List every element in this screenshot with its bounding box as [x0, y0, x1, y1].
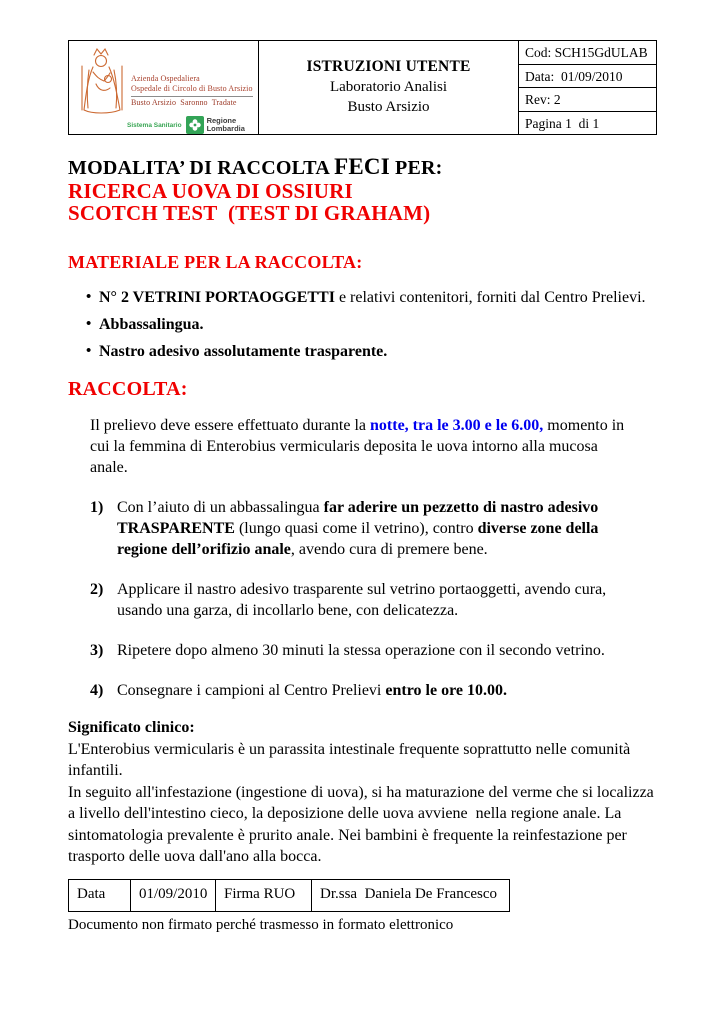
bullet1-normal-run: e relativi contenitori, forniti dal Centro Prelievi. — [334, 289, 646, 306]
signature-signer-name: Dr.ssa Daniela De Francesco — [320, 885, 498, 902]
main-title-block — [68, 155, 657, 224]
step1-text — [117, 497, 635, 560]
step3-text: Ripetere dopo almeno 30 minuti la stessa operazione con il secondo vetrino. — [117, 642, 605, 659]
step-1 — [90, 497, 635, 560]
madonna-line-art-icon — [77, 46, 127, 116]
meta-cod: Cod: SCH15GdULAB — [519, 41, 656, 65]
regione-lombardia-block — [77, 116, 254, 136]
regione-lombardia-label — [207, 117, 245, 133]
title-line1-pre: MODALITA’ DI RACCOLTA — [68, 157, 335, 179]
org-line-1: Azienda Ospedaliera — [131, 74, 200, 83]
bullet3-text: Nastro adesivo assolutamente trasparente. — [99, 343, 388, 360]
materiale-bullet-list — [68, 287, 657, 362]
raccolta-heading: RACCOLTA: — [68, 378, 188, 400]
electronic-document-note: Documento non firmato perché trasmesso in formato elettronico — [68, 916, 454, 933]
title-line1-post: PER: — [389, 157, 443, 179]
step-4 — [90, 680, 635, 701]
clinico-paragraph-2: In seguito all'infestazione (ingestione di uova), si ha maturazione del verme che si localizza a livello dell'intestino cieco, la deposizione delle uova avviene nella regione anale. La sintomatologia prevalente è prurito anale. Nei bambini è frequente la reinfestazione per trasporto delle uova dall'ano alla bocca. — [68, 783, 658, 865]
signature-firma-label: Firma RUO — [216, 880, 312, 911]
hospital-logo-cell — [69, 41, 259, 134]
bullet-icon: • — [86, 343, 92, 359]
meta-rev: Rev: 2 — [519, 88, 656, 112]
hospital-logo — [77, 46, 254, 116]
intro-pre-run: Il prelievo deve essere effettuato durante la — [90, 417, 371, 434]
document-meta-cell — [519, 41, 656, 134]
bullet-icon: • — [86, 316, 92, 332]
step-3 — [90, 640, 635, 661]
clinical-significance-section — [68, 717, 657, 868]
signature-table — [68, 879, 510, 912]
signature-date-value: 01/09/2010 — [131, 880, 216, 911]
clinico-paragraph-1: L'Enterobius vermicularis è un parassita intestinale frequente soprattutto nelle comunità infantili. — [68, 740, 635, 779]
step3-number: 3) — [90, 642, 104, 659]
step1-run3: , avendo cura di premere bene. — [290, 541, 488, 558]
intro-highlight-run: notte, tra le 3.00 e le 6.00, — [370, 417, 544, 434]
step2-text: Applicare il nastro adesivo trasparente sul vetrino portaoggetti, avendo cura, usando una garza, di incollarlo bene, con delicatezza. — [117, 581, 611, 619]
title-line1-feci: FECI — [334, 154, 390, 179]
step1-run1: Con l’aiuto di un abbassalingua — [117, 499, 324, 516]
rosa-camuna-icon — [186, 116, 204, 134]
bullet1-text — [99, 287, 657, 308]
intro-post-run: momento in cui la femmina di Enterobius vermicularis deposita le uova intorno alla mucosa anale. — [90, 417, 629, 476]
clinico-heading: Significato clinico: — [68, 719, 195, 736]
list-item — [86, 287, 657, 308]
title-line-1 — [68, 155, 657, 180]
step4-text — [117, 680, 635, 701]
step1-bold-run1: far aderire un pezzetto di nastro adesivo TRASPARENTE — [117, 499, 602, 537]
step4-bold-run: entro le ore 10.00. — [385, 682, 507, 699]
org-line-3: Busto Arsizio Saronno Tradate — [131, 96, 253, 108]
meta-pagina: Pagina 1 di 1 — [525, 115, 600, 131]
step-2 — [90, 579, 635, 621]
title-line-2: RICERCA UOVA DI OSSIURI — [68, 179, 353, 203]
document-header — [68, 40, 657, 135]
doc-header-title: ISTRUZIONI UTENTE — [306, 58, 471, 75]
document-title-cell — [259, 41, 519, 134]
bullet-icon: • — [86, 289, 92, 305]
doc-header-subtitle2: Busto Arsizio — [347, 99, 430, 115]
signature-date-label: Data — [69, 880, 131, 911]
step2-number: 2) — [90, 581, 104, 598]
sistema-sanitario-label: Sistema Sanitario — [127, 121, 182, 129]
bullet1-bold-run: N° 2 VETRINI PORTAOGGETTI — [99, 289, 335, 306]
org-line-2: Ospedale di Circolo di Busto Arsizio — [131, 84, 253, 93]
materiale-heading: MATERIALE PER LA RACCOLTA: — [68, 252, 363, 272]
doc-header-subtitle1: Laboratorio Analisi — [329, 79, 448, 95]
raccolta-intro-paragraph — [90, 415, 635, 478]
step4-run1: Consegnare i campioni al Centro Prelievi — [117, 682, 386, 699]
step1-number: 1) — [90, 499, 104, 516]
step1-bold-run2: diverse zone della regione dell’orifizio anale — [117, 520, 603, 558]
list-item — [86, 341, 657, 362]
regione-label-line1: Regione — [206, 116, 237, 125]
hospital-name-block — [131, 46, 253, 108]
list-item — [86, 314, 657, 335]
meta-data: Data: 01/09/2010 — [519, 65, 656, 89]
title-line-3: SCOTCH TEST (TEST DI GRAHAM) — [68, 201, 431, 225]
step4-number: 4) — [90, 682, 104, 699]
step1-run2: (lungo quasi come il vetrino), contro — [234, 520, 478, 537]
regione-label-line2: Lombardia — [206, 124, 245, 133]
bullet2-text: Abbassalingua. — [99, 316, 204, 333]
